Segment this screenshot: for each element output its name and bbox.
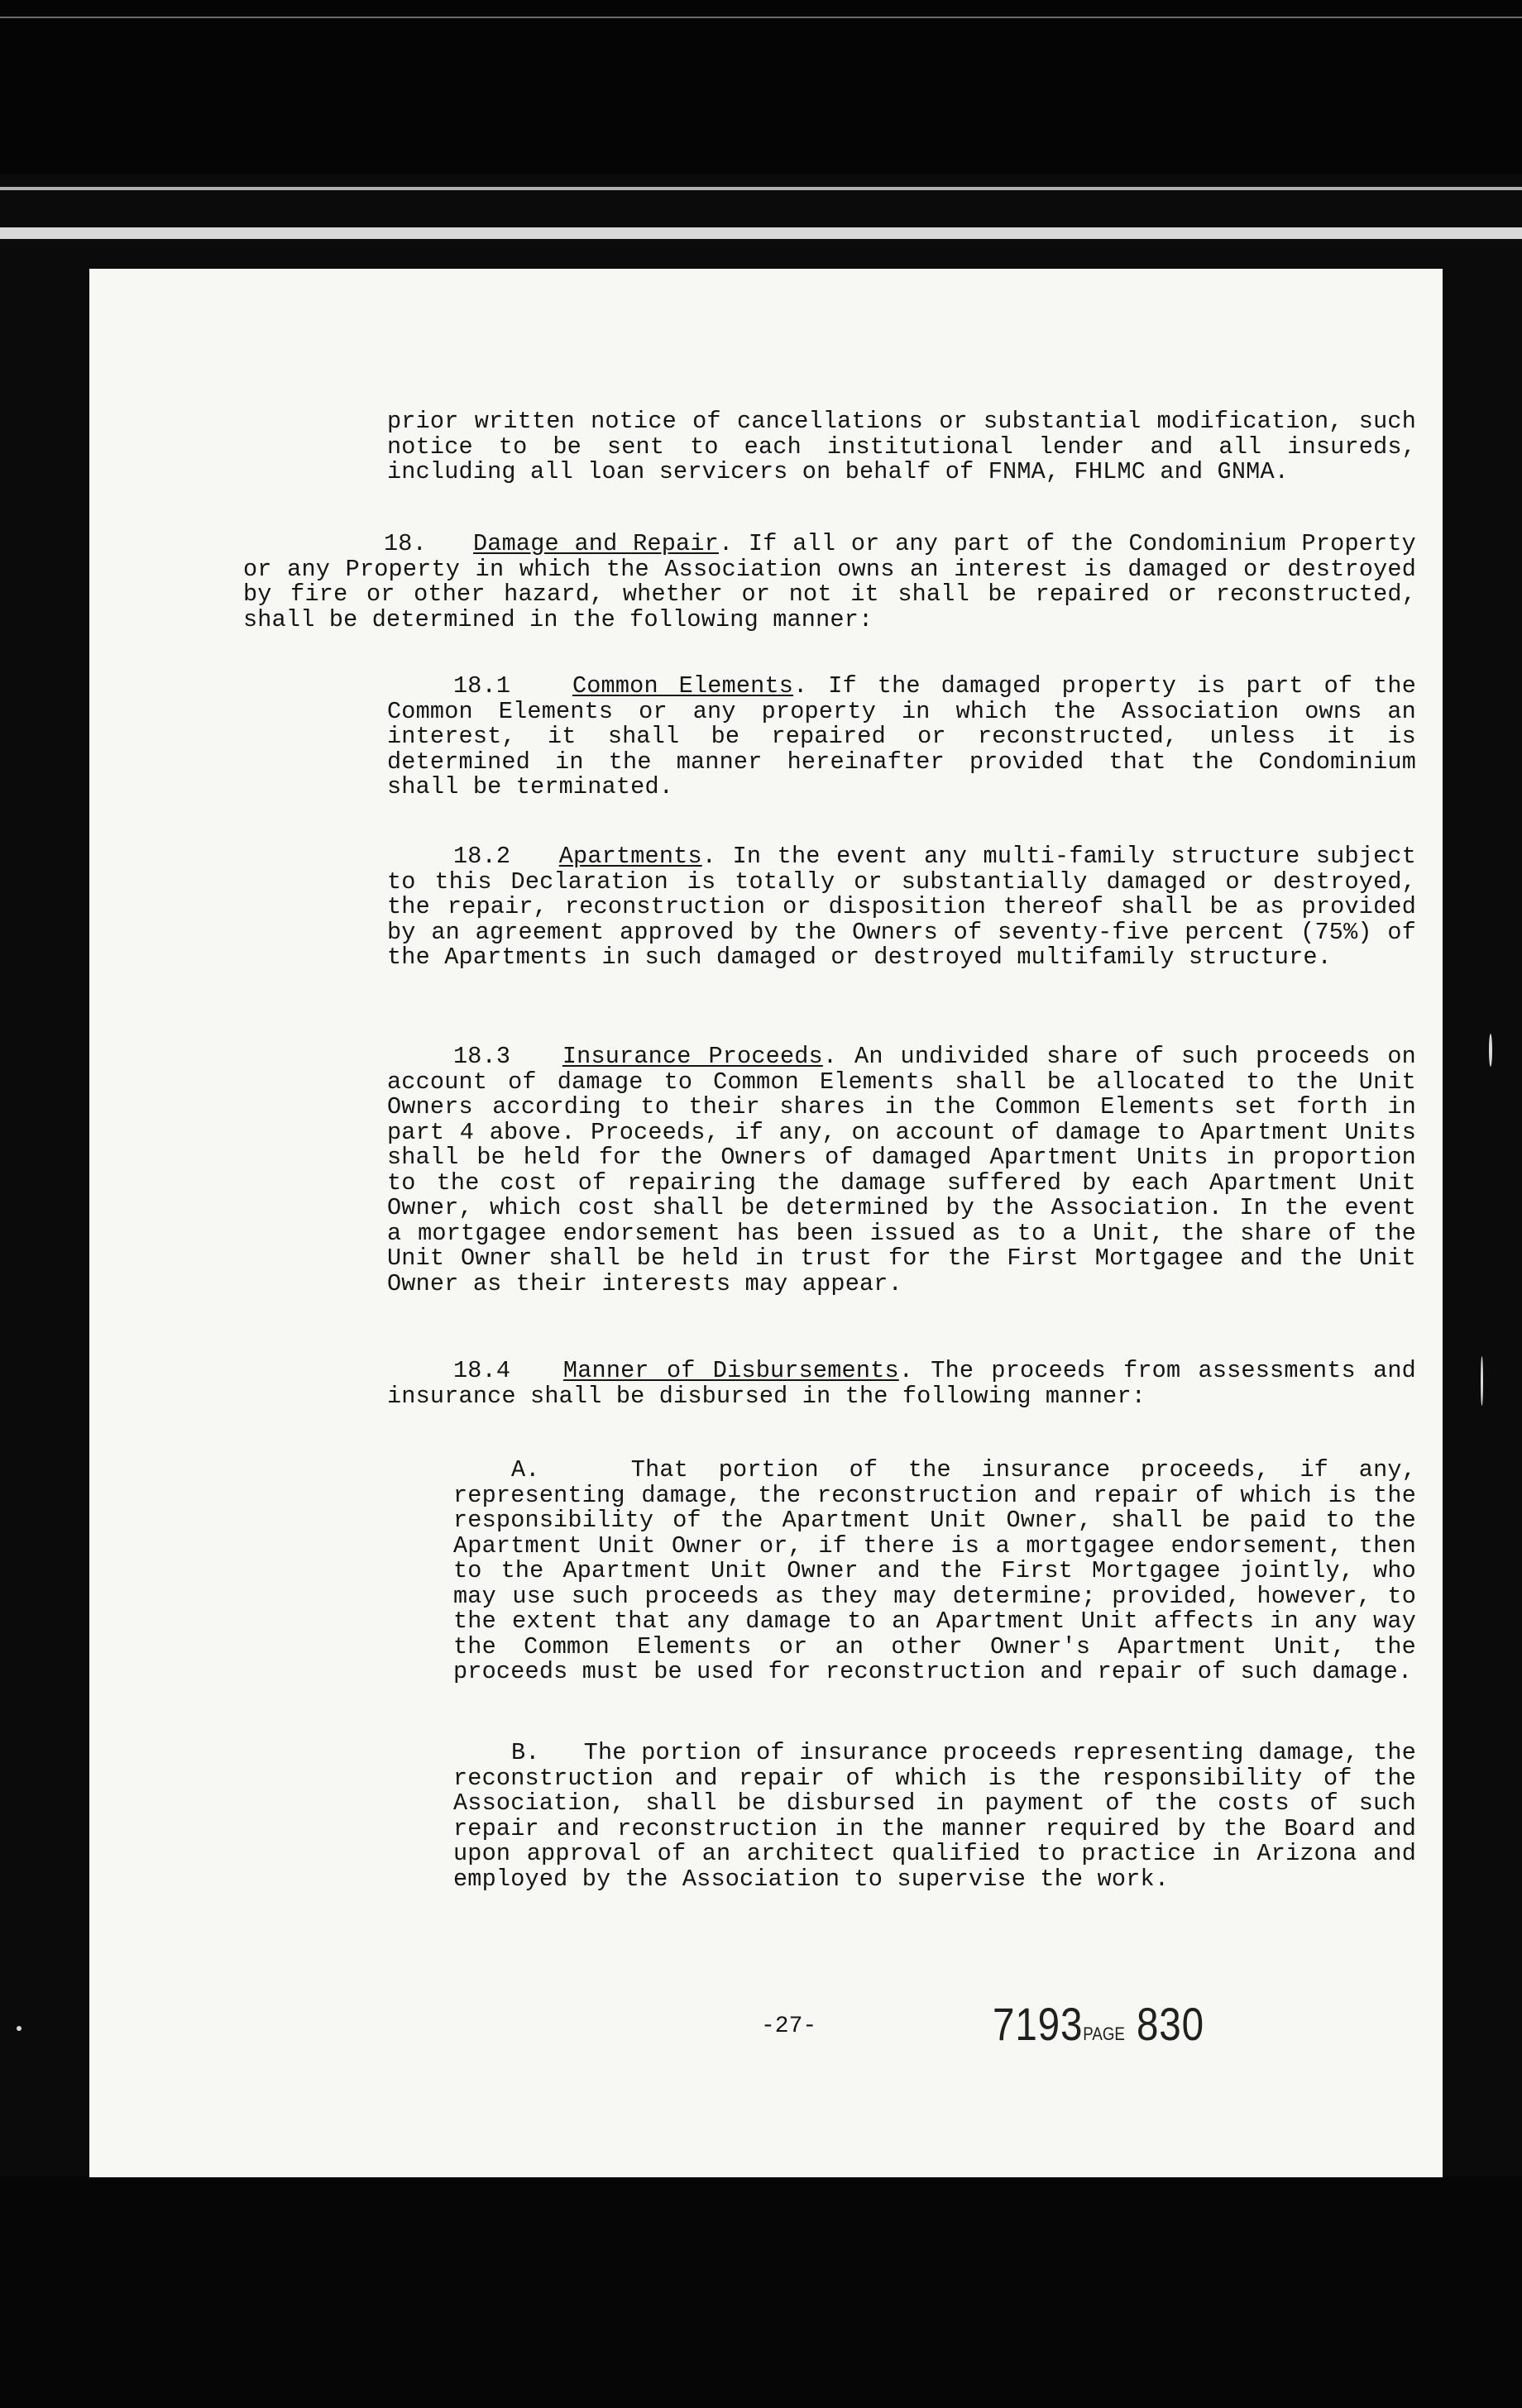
section-18-4 <box>387 1359 1416 1409</box>
section-number: 18.4 <box>453 1357 511 1384</box>
section-body: . If all or any part of the Condominium Property or any Property in which the Association owns an interest is damaged or destroyed by fire or other hazard, whether or not it shall be repaired or reconstructed, shall be determined in the following manner: <box>243 530 1416 633</box>
subsection-label: A. <box>511 1456 540 1484</box>
section-body: . If the damaged property is part of the Common Elements or any property in which the Association owns an interest, it shall be repaired or reconstructed, unless it is determined in the manner hereinafter provided that the Condominium shall be terminated. <box>387 672 1416 800</box>
page-label: PAGE <box>1083 2023 1125 2044</box>
scan-artifact <box>1481 1356 1483 1406</box>
scan-artifact-line <box>0 227 1522 239</box>
section-body: . In the event any multi-family structure subject to this Declaration is totally or substantially damaged or destroyed, the repair, reconstruction or disposition thereof shall be as provided by an agreement approved by the Owners of seventy-five percent (75%) of the Apartments in such damaged or destroyed multifamily structure. <box>387 843 1416 971</box>
scan-artifact-line <box>0 17 1522 18</box>
section-18 <box>243 532 1416 633</box>
section-body: . An undivided share of such proceeds on account of damage to Common Elements shall be allocated to the Unit Owners according to their shares in the Common Elements set forth in part 4 above. Proceeds, if any, on account of damage to Apartment Units shall be held for the Owners of damaged Apartment Units in proportion to the cost of repairing the damage suffered by each Apartment Unit Owner, which cost shall be determined by the Association. In the event a mortgagee endorsement has been issued as to a Unit, the share of the Unit Owner shall be held in trust for the First Mortgagee and the Unit Owner as their interests may appear. <box>387 1043 1416 1297</box>
section-heading: Common Elements <box>572 672 794 700</box>
subsection-b <box>453 1741 1416 1892</box>
subsection-a <box>453 1458 1416 1685</box>
scan-artifact <box>17 2026 22 2031</box>
section-number: 18.1 <box>453 672 511 700</box>
scan-artifact <box>1489 1034 1492 1067</box>
section-heading: Damage and Repair <box>473 530 719 557</box>
document-page <box>89 269 1443 2177</box>
page-number: -27- <box>761 2014 817 2039</box>
section-18-3 <box>387 1044 1416 1297</box>
section-body: . The proceeds from assessments and insurance shall be disbursed in the following manner: <box>387 1357 1416 1410</box>
section-18-1 <box>387 674 1416 800</box>
section-number: 18.2 <box>453 843 511 870</box>
section-heading: Apartments <box>558 843 702 870</box>
section-18-2 <box>387 844 1416 971</box>
subsection-body: That portion of the insurance proceeds, if any, representing damage, the reconstruction and repair of which is the responsibility of the Apartment Unit Owner, shall be paid to the Apartment Unit Owner or, if there is a mortgagee endorsement, then to the Apartment Unit Owner and the First Mortgagee jointly, who may use such proceeds as they may determine; provided, however, to the extent that any damage to an Apartment Unit affects in any way the Common Elements or an other Owner's Apartment Unit, the proceeds must be used for reconstruction and repair of such damage. <box>453 1456 1416 1685</box>
recording-stamp <box>993 1997 1204 2051</box>
subsection-body: The portion of insurance proceeds representing damage, the reconstruction and repair of which is the responsibility of the Association, shall be disbursed in payment of the costs of such repair and reconstruction in the manner required by the Board and upon approval of an architect qualified to practice in Arizona and employed by the Association to supervise the work. <box>453 1739 1416 1893</box>
docket-number: 7193 <box>993 1998 1084 2050</box>
section-number: 18. <box>384 530 427 557</box>
scan-top-border <box>0 0 1522 174</box>
section-heading: Insurance Proceeds <box>562 1043 823 1070</box>
section-heading: Manner of Disbursements <box>562 1357 899 1384</box>
section-number: 18.3 <box>453 1043 511 1070</box>
scan-bottom-border <box>0 2176 1522 2408</box>
paragraph-intro: prior written notice of cancellations or substantial modification, such notice to be sent to each institutional lender and all insureds, including all loan servicers on behalf of FNMA, FHLMC and GNMA. <box>387 408 1416 485</box>
scan-artifact-line <box>0 187 1522 190</box>
subsection-label: B. <box>511 1739 540 1766</box>
stamp-page-number: 830 <box>1136 1998 1204 2050</box>
